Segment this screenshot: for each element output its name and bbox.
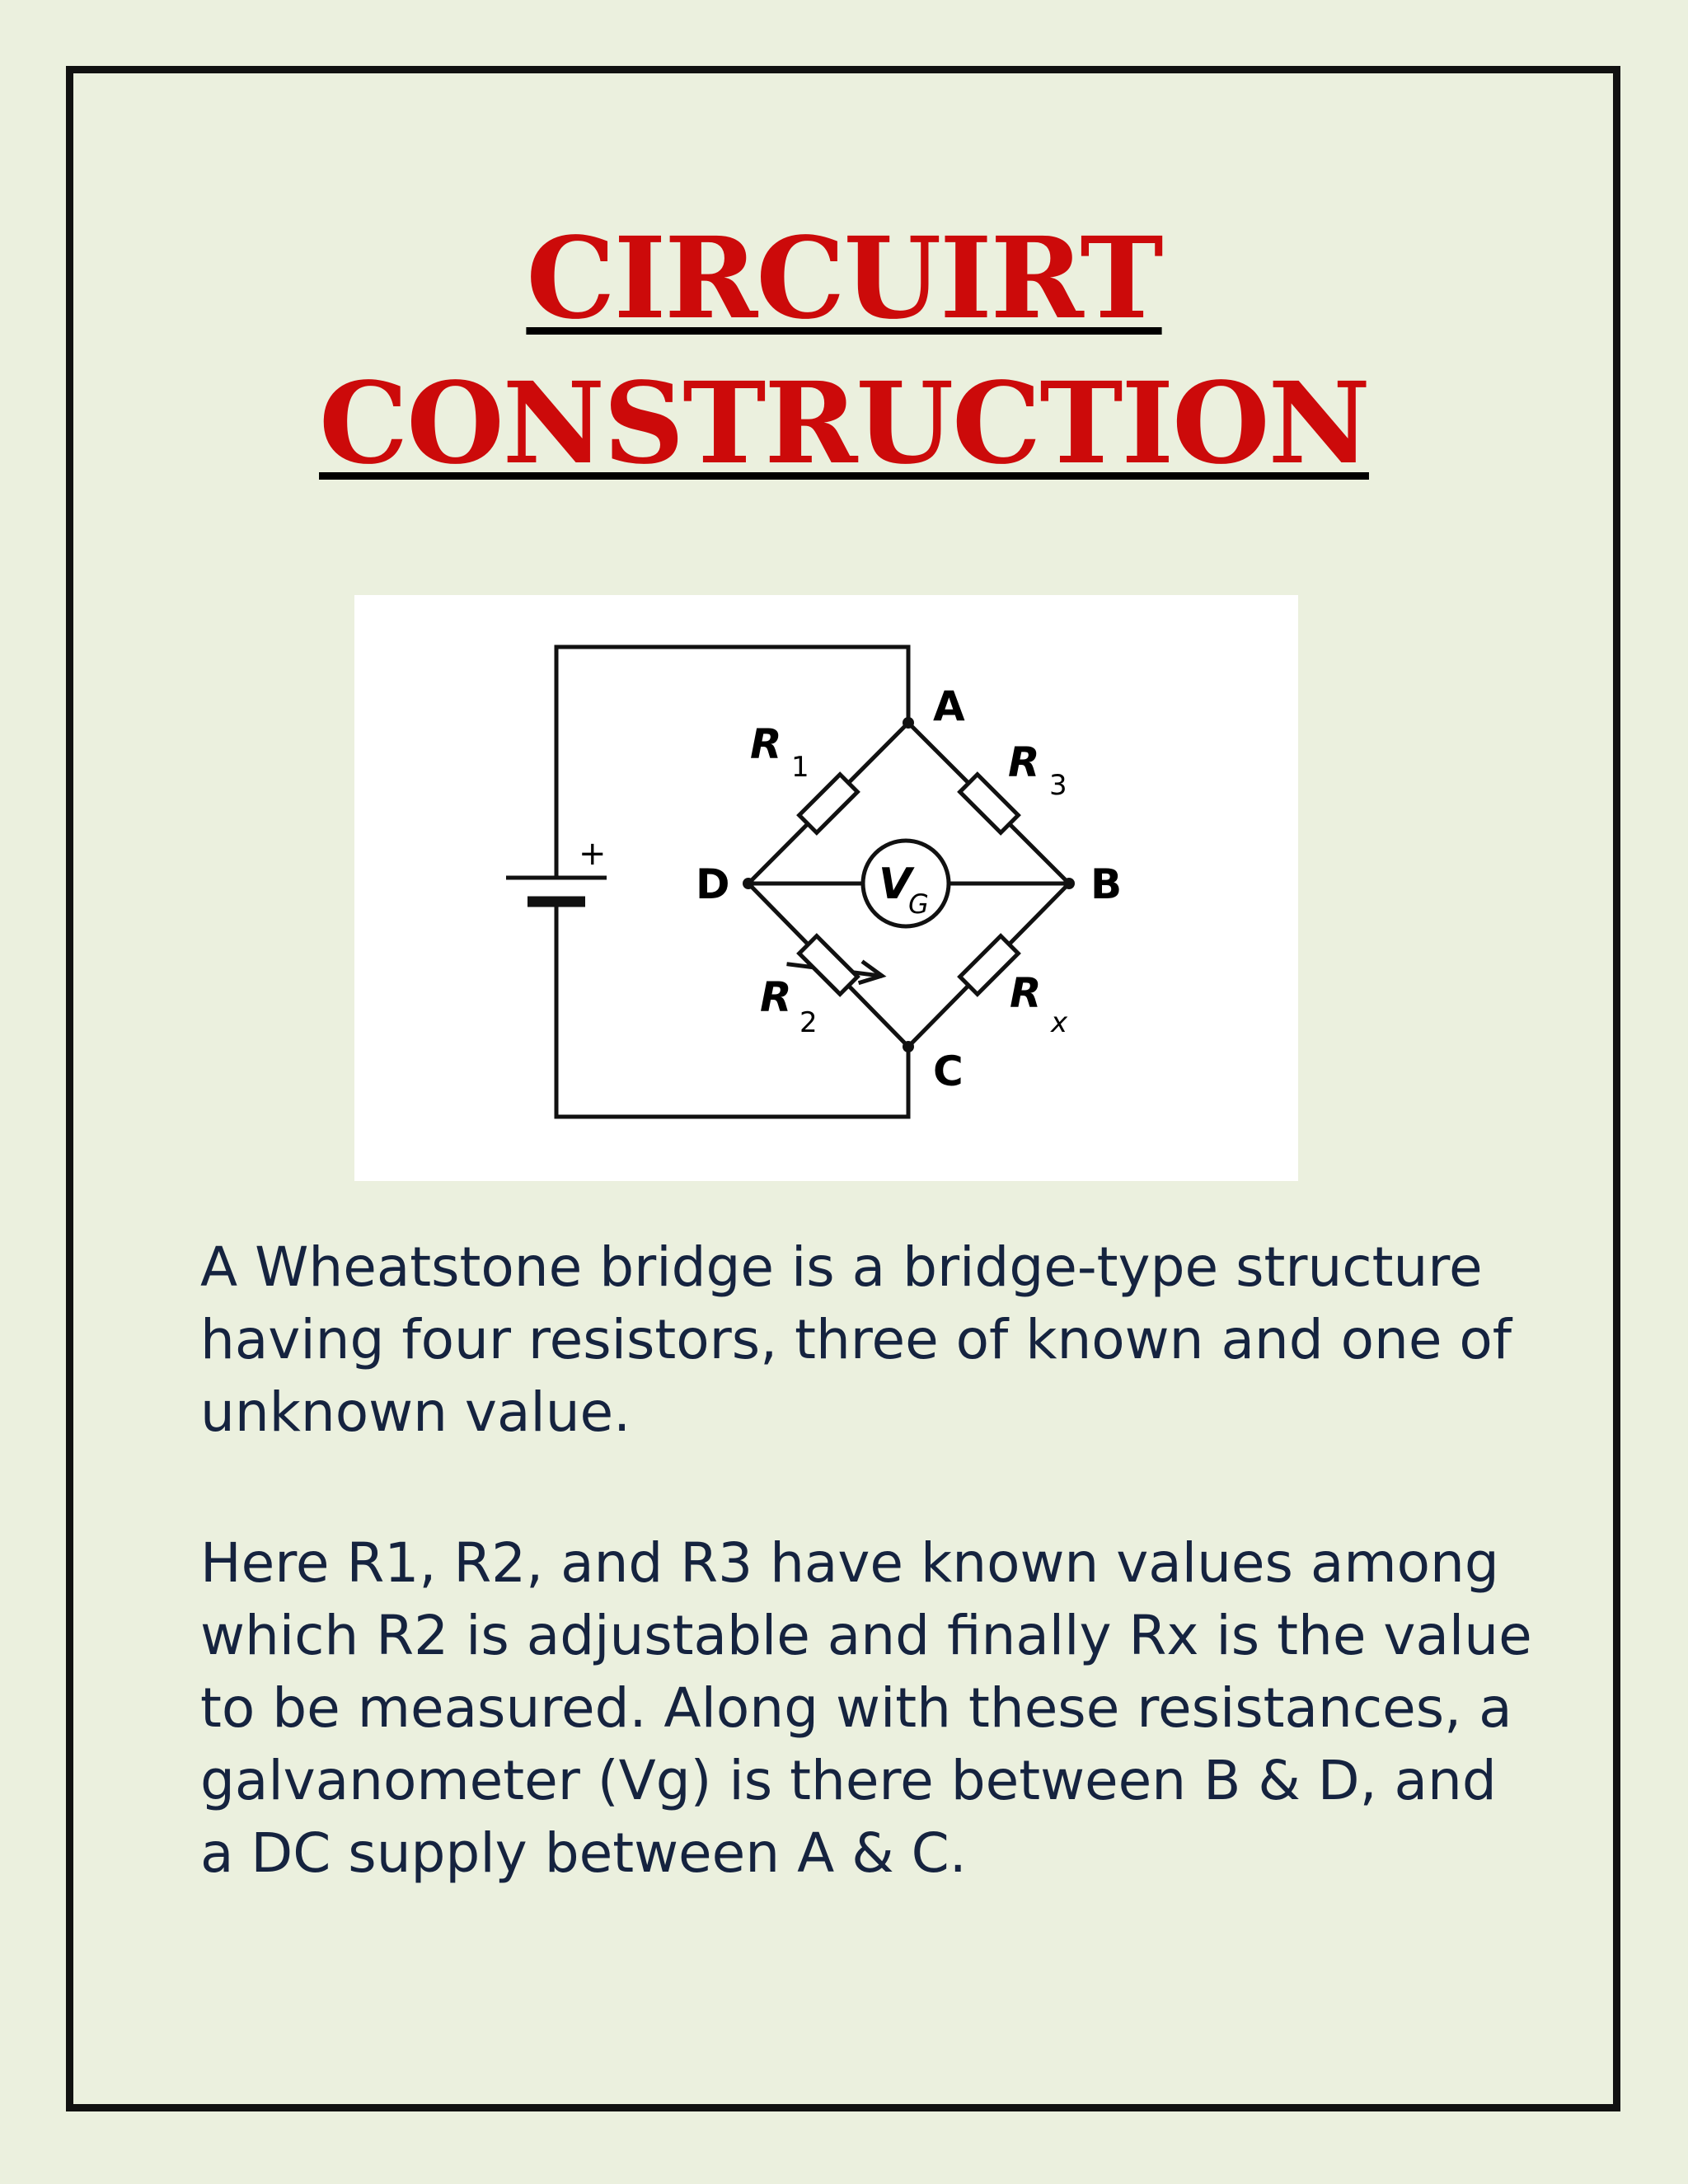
galvanometer-label: V [879,860,912,909]
wheatstone-bridge-diagram [354,595,1298,1181]
rx-label: R [1010,969,1042,1017]
r3-subscript: 3 [1049,769,1067,802]
title-line-1: CIRCUIRT [526,213,1162,344]
wire-bottom [556,902,908,1117]
battery-plus-sign: + [579,835,607,873]
resistor-r2 [799,936,858,995]
node-c-dot [903,1041,914,1052]
paragraph-intro: A Wheatstone bridge is a bridge-type structure having four resistors, three of known and one of unknown value. [200,1235,1512,1444]
galvanometer-subscript: G [908,888,929,920]
r2-subscript: 2 [799,1006,818,1039]
rx-subscript: x [1051,1006,1068,1039]
node-b-dot [1063,878,1075,889]
node-b-label: B [1090,860,1123,908]
r1-subscript: 1 [791,751,809,784]
node-d-label: D [696,860,730,908]
paragraph-details: Here R1, R2, and R3 have known values among which R2 is adjustable and finally Rx is the value to be measured. Along with these resistances, a galvanometer (Vg) is there between B & D, and a DC supply between A & C. [200,1531,1532,1885]
node-a-label: A [933,682,965,730]
node-d-dot [743,878,754,889]
wire-top [556,647,908,878]
r2-label: R [760,973,792,1021]
node-a-dot [903,717,914,729]
r3-label: R [1008,738,1040,786]
page-title [0,206,1688,496]
node-c-label: C [933,1047,964,1095]
title-line-2: CONSTRUCTION [319,358,1369,490]
r1-label: R [750,720,782,768]
